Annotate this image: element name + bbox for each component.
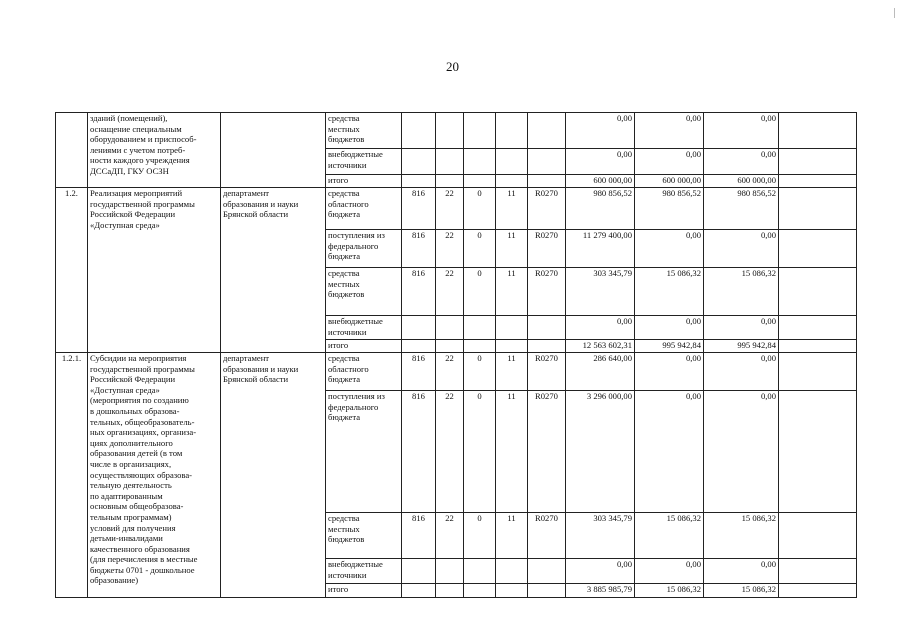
amount-year-3-cell: 0,00 [704, 391, 779, 513]
amount-year-2-cell: 15 086,32 [635, 584, 704, 598]
amount-year-2-cell: 0,00 [635, 149, 704, 175]
csr-code-cell: R0270 [528, 353, 566, 391]
amount-year-3-cell: 0,00 [704, 559, 779, 584]
notes-cell [779, 188, 857, 230]
csr-code-cell: R0270 [528, 188, 566, 230]
pr-code-cell: 0 [464, 353, 496, 391]
amount-year-2-cell: 0,00 [635, 559, 704, 584]
rz-code-cell [436, 340, 464, 353]
rz-code-cell [436, 559, 464, 584]
rz-code-cell [436, 113, 464, 149]
csr-code-cell: R0270 [528, 268, 566, 316]
pr-code-cell [464, 316, 496, 340]
rz-code-cell: 22 [436, 188, 464, 230]
grbs-code-cell [402, 175, 436, 188]
pr-code-cell [464, 584, 496, 598]
vr-code-cell [496, 584, 528, 598]
funding-source-cell: средства местных бюджетов [326, 113, 402, 149]
amount-year-2-cell: 0,00 [635, 391, 704, 513]
vr-code-cell: 11 [496, 353, 528, 391]
amount-year-2-cell: 980 856,52 [635, 188, 704, 230]
amount-year-1-cell: 303 345,79 [566, 513, 635, 559]
csr-code-cell: R0270 [528, 230, 566, 268]
funding-source-cell: внебюджетные источники [326, 559, 402, 584]
csr-code-cell: R0270 [528, 391, 566, 513]
notes-cell [779, 175, 857, 188]
vr-code-cell [496, 559, 528, 584]
csr-code-cell [528, 316, 566, 340]
rz-code-cell [436, 316, 464, 340]
notes-cell [779, 559, 857, 584]
table-row [56, 188, 857, 230]
amount-year-1-cell: 0,00 [566, 149, 635, 175]
page-number: 20 [446, 59, 459, 74]
pr-code-cell [464, 340, 496, 353]
measure-name-cell: Реализация мероприятий государственной программы Российской Федерации «Доступная среда» [88, 188, 221, 353]
pr-code-cell [464, 113, 496, 149]
notes-cell [779, 268, 857, 316]
vr-code-cell: 11 [496, 513, 528, 559]
amount-year-3-cell: 0,00 [704, 353, 779, 391]
executor-cell: департамент образования и науки Брянской области [221, 188, 326, 353]
item-number-cell [56, 113, 88, 188]
funding-source-cell: средства областного бюджета [326, 353, 402, 391]
rz-code-cell: 22 [436, 513, 464, 559]
amount-year-3-cell: 980 856,52 [704, 188, 779, 230]
amount-year-1-cell: 980 856,52 [566, 188, 635, 230]
csr-code-cell [528, 175, 566, 188]
amount-year-1-cell: 3 885 985,79 [566, 584, 635, 598]
grbs-code-cell: 816 [402, 268, 436, 316]
amount-year-3-cell: 0,00 [704, 149, 779, 175]
measure-name-cell: зданий (помещений), оснащение специальным оборудованием и приспособ- лениями с учетом потреб- ности каждого учреждения ДССаДП, ГКУ ОСЗН [88, 113, 221, 188]
measure-name-cell: Субсидии на мероприятия государственной программы Российской Федерации «Доступная среда» (мероприятия по созданию в дошкольных образова- тельных, общеобразователь- ных организациях, организа- циях дополнительного образования детей (в том числе в организациях, осуществляющих образова- тельную деятельность по адаптированным основным общеобразова- тельным программам) условий для получения детьми-инвалидами качественного образования (для перечисления в местные бюджеты 0701 - дошкольное образование) [88, 353, 221, 598]
rz-code-cell: 22 [436, 353, 464, 391]
notes-cell [779, 584, 857, 598]
amount-year-2-cell: 0,00 [635, 230, 704, 268]
csr-code-cell [528, 113, 566, 149]
pr-code-cell [464, 559, 496, 584]
amount-year-2-cell: 0,00 [635, 316, 704, 340]
amount-year-1-cell: 0,00 [566, 559, 635, 584]
item-number-cell: 1.2.1. [56, 353, 88, 598]
amount-year-3-cell: 15 086,32 [704, 584, 779, 598]
grbs-code-cell [402, 316, 436, 340]
item-number-cell: 1.2. [56, 188, 88, 353]
notes-cell [779, 316, 857, 340]
rz-code-cell [436, 584, 464, 598]
pr-code-cell: 0 [464, 188, 496, 230]
csr-code-cell [528, 340, 566, 353]
grbs-code-cell: 816 [402, 353, 436, 391]
funding-source-cell: итого [326, 584, 402, 598]
grbs-code-cell: 816 [402, 391, 436, 513]
vr-code-cell [496, 113, 528, 149]
notes-cell [779, 113, 857, 149]
funding-source-cell: поступления из федерального бюджета [326, 391, 402, 513]
grbs-code-cell [402, 559, 436, 584]
scan-mark [894, 8, 895, 18]
amount-year-1-cell: 11 279 400,00 [566, 230, 635, 268]
amount-year-1-cell: 3 296 000,00 [566, 391, 635, 513]
funding-source-cell: внебюджетные источники [326, 316, 402, 340]
csr-code-cell [528, 584, 566, 598]
grbs-code-cell: 816 [402, 513, 436, 559]
funding-source-cell: средства областного бюджета [326, 188, 402, 230]
grbs-code-cell: 816 [402, 188, 436, 230]
notes-cell [779, 391, 857, 513]
notes-cell [779, 230, 857, 268]
amount-year-3-cell: 15 086,32 [704, 268, 779, 316]
pr-code-cell [464, 149, 496, 175]
rz-code-cell: 22 [436, 230, 464, 268]
amount-year-3-cell: 0,00 [704, 113, 779, 149]
amount-year-3-cell: 15 086,32 [704, 513, 779, 559]
amount-year-1-cell: 303 345,79 [566, 268, 635, 316]
executor-cell [221, 113, 326, 188]
csr-code-cell [528, 559, 566, 584]
amount-year-3-cell: 995 942,84 [704, 340, 779, 353]
grbs-code-cell [402, 584, 436, 598]
amount-year-2-cell: 995 942,84 [635, 340, 704, 353]
amount-year-2-cell: 15 086,32 [635, 513, 704, 559]
grbs-code-cell [402, 149, 436, 175]
csr-code-cell: R0270 [528, 513, 566, 559]
rz-code-cell: 22 [436, 268, 464, 316]
pr-code-cell: 0 [464, 391, 496, 513]
amount-year-1-cell: 12 563 602,31 [566, 340, 635, 353]
amount-year-3-cell: 0,00 [704, 230, 779, 268]
pr-code-cell [464, 175, 496, 188]
funding-source-cell: средства местных бюджетов [326, 268, 402, 316]
pr-code-cell: 0 [464, 513, 496, 559]
amount-year-2-cell: 15 086,32 [635, 268, 704, 316]
notes-cell [779, 513, 857, 559]
rz-code-cell [436, 149, 464, 175]
grbs-code-cell [402, 113, 436, 149]
funding-source-cell: внебюджетные источники [326, 149, 402, 175]
vr-code-cell [496, 149, 528, 175]
grbs-code-cell: 816 [402, 230, 436, 268]
pr-code-cell: 0 [464, 230, 496, 268]
amount-year-1-cell: 286 640,00 [566, 353, 635, 391]
amount-year-2-cell: 0,00 [635, 353, 704, 391]
vr-code-cell [496, 316, 528, 340]
vr-code-cell [496, 340, 528, 353]
grbs-code-cell [402, 340, 436, 353]
budget-table [55, 112, 857, 598]
funding-source-cell: итого [326, 175, 402, 188]
notes-cell [779, 340, 857, 353]
amount-year-3-cell: 0,00 [704, 316, 779, 340]
vr-code-cell: 11 [496, 188, 528, 230]
pr-code-cell: 0 [464, 268, 496, 316]
amount-year-1-cell: 0,00 [566, 316, 635, 340]
funding-source-cell: поступления из федерального бюджета [326, 230, 402, 268]
rz-code-cell: 22 [436, 391, 464, 513]
table-row [56, 353, 857, 391]
amount-year-1-cell: 600 000,00 [566, 175, 635, 188]
notes-cell [779, 353, 857, 391]
funding-source-cell: средства местных бюджетов [326, 513, 402, 559]
budget-table-body [56, 113, 857, 598]
vr-code-cell: 11 [496, 391, 528, 513]
funding-source-cell: итого [326, 340, 402, 353]
notes-cell [779, 149, 857, 175]
vr-code-cell: 11 [496, 268, 528, 316]
amount-year-2-cell: 600 000,00 [635, 175, 704, 188]
table-row [56, 113, 857, 149]
vr-code-cell [496, 175, 528, 188]
vr-code-cell: 11 [496, 230, 528, 268]
amount-year-2-cell: 0,00 [635, 113, 704, 149]
amount-year-1-cell: 0,00 [566, 113, 635, 149]
csr-code-cell [528, 149, 566, 175]
rz-code-cell [436, 175, 464, 188]
executor-cell: департамент образования и науки Брянской области [221, 353, 326, 598]
amount-year-3-cell: 600 000,00 [704, 175, 779, 188]
